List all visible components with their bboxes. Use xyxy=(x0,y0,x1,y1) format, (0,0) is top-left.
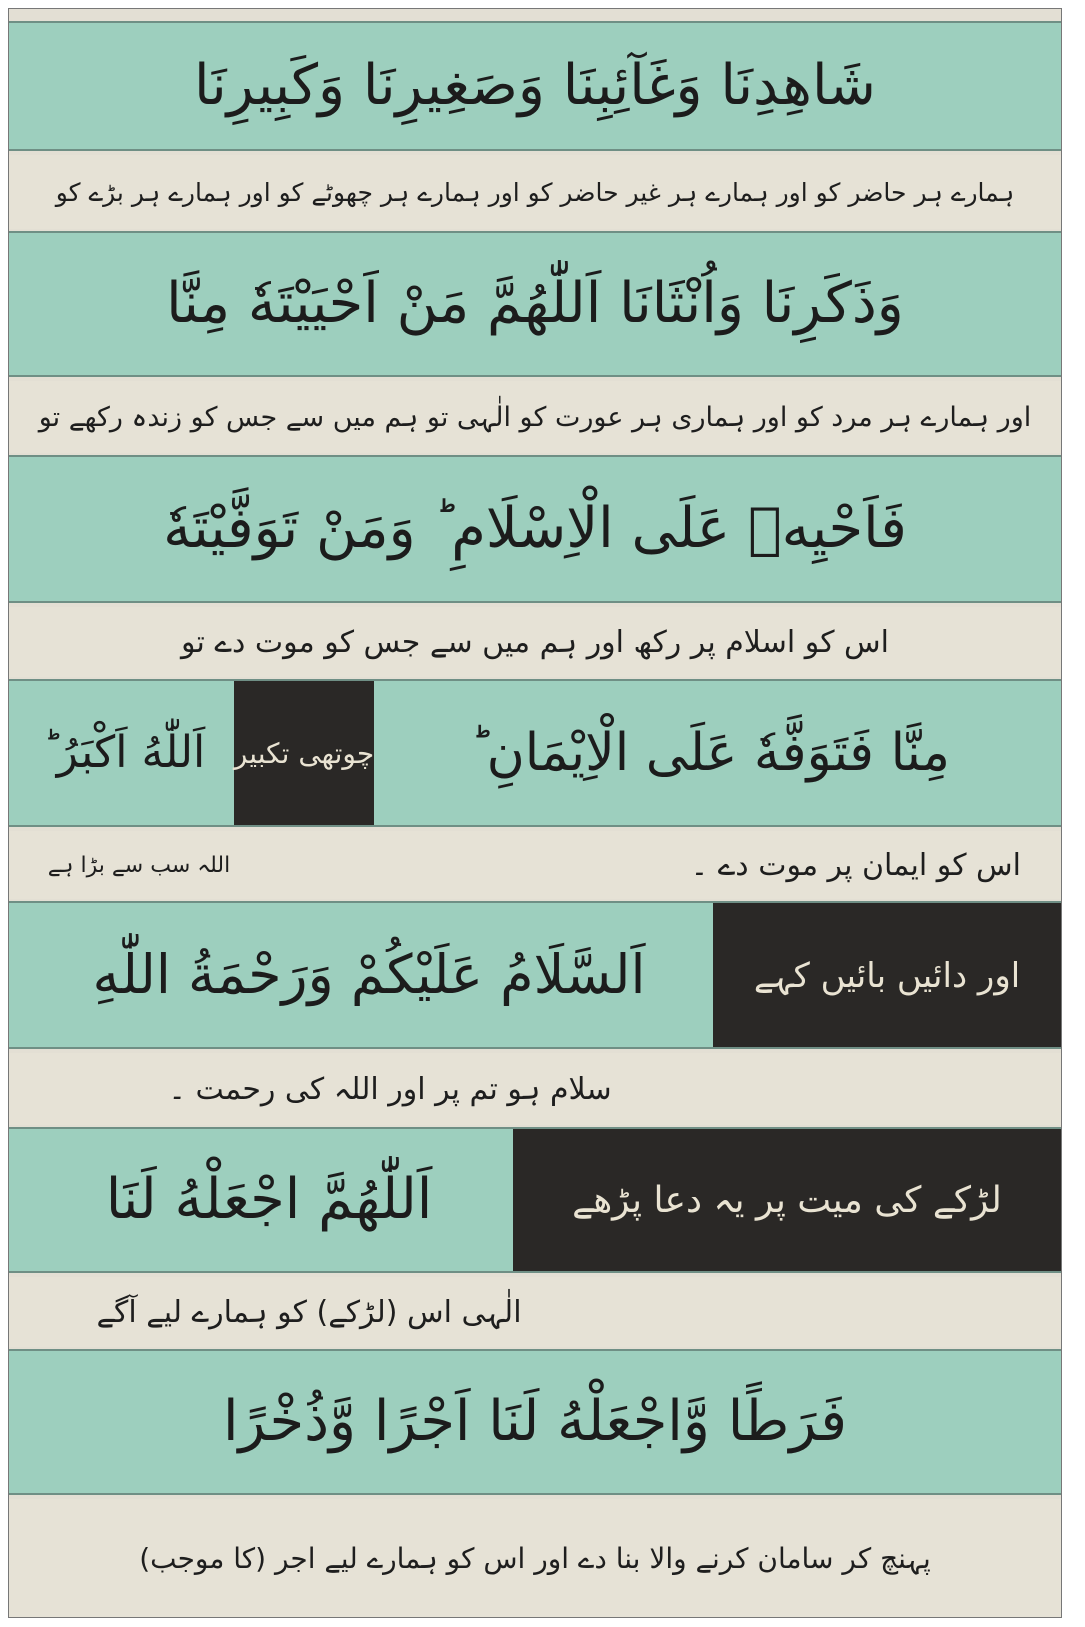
urdu-translation-6 xyxy=(9,1277,1061,1347)
arabic-line-4 xyxy=(9,679,1061,827)
arabic-text: فَرَطًا وَّاجْعَلْهُ لَنَا اَجْرًا وَّذُخْرًا xyxy=(223,1389,848,1454)
takbir-translation: اللہ سب سے بڑا ہے xyxy=(47,852,231,878)
urdu-translation-3 xyxy=(9,607,1061,677)
arabic-line-2 xyxy=(9,231,1061,377)
arabic-text: فَاَحْيِهٖ عَلَى الْاِسْلَامِ ؕ وَمَنْ تَوَفَّيْتَهٗ xyxy=(163,496,907,561)
arabic-line-5 xyxy=(9,901,1061,1049)
arabic-line-3 xyxy=(9,455,1061,603)
arabic-text: وَذَكَرِنَا وَاُنْثَانَا اَللّٰهُمَّ مَنْ اَحْيَيْتَهٗ مِنَّا xyxy=(166,271,904,336)
instruction-box: اور دائیں بائیں کہے xyxy=(713,903,1061,1047)
urdu-text: الٰہی اس (لڑکے) کو ہمارے لیے آگے xyxy=(96,1294,522,1330)
urdu-translation-1 xyxy=(9,155,1061,229)
arabic-line-1 xyxy=(9,21,1061,151)
urdu-translation-4 xyxy=(9,831,1061,899)
urdu-text: اس کو اسلام پر رکھ اور ہم میں سے جس کو موت دے تو xyxy=(181,624,889,660)
arabic-line-6 xyxy=(9,1127,1061,1273)
urdu-translation-5 xyxy=(9,1053,1061,1125)
instruction-box: لڑکے کی میت پر یہ دعا پڑھے xyxy=(513,1129,1061,1271)
urdu-text: سلام ہو تم پر اور اللہ کی رحمت ۔ xyxy=(168,1071,612,1107)
prayer-page xyxy=(8,8,1062,1618)
takbir-label-box: چوتھی تکبیر xyxy=(234,681,374,825)
urdu-text: پہنچ کر سامان کرنے والا بنا دے اور اس کو ہمارے لیے اجر (کا موجب) xyxy=(139,1541,931,1575)
urdu-translation-2 xyxy=(9,381,1061,453)
arabic-line-7 xyxy=(9,1349,1061,1495)
urdu-translation-7 xyxy=(9,1499,1061,1617)
arabic-text: مِنَّا فَتَوَفَّهٗ عَلَى الْاِيْمَانِ ؕ xyxy=(470,723,950,783)
arabic-text: شَاهِدِنَا وَغَآئِبِنَا وَصَغِيرِنَا وَكَبِيرِنَا xyxy=(194,53,876,118)
urdu-text: ہمارے ہر حاضر کو اور ہمارے ہر غیر حاضر کو اور ہمارے ہر چھوٹے کو اور ہمارے ہر بڑے کو xyxy=(55,177,1015,207)
urdu-text: اور ہمارے ہر مرد کو اور ہماری ہر عورت کو الٰہی تو ہم میں سے جس کو زندہ رکھے تو xyxy=(38,401,1032,433)
takbir-text: اَللّٰهُ اَكْبَرُ ؕ xyxy=(42,727,206,778)
urdu-text: اس کو ایمان پر موت دے ۔ xyxy=(690,847,1021,883)
arabic-text: اَلسَّلَامُ عَلَيْكُمْ وَرَحْمَةُ اللّٰهِ xyxy=(92,943,646,1006)
arabic-text: اَللّٰهُمَّ اجْعَلْهُ لَنَا xyxy=(105,1167,433,1232)
